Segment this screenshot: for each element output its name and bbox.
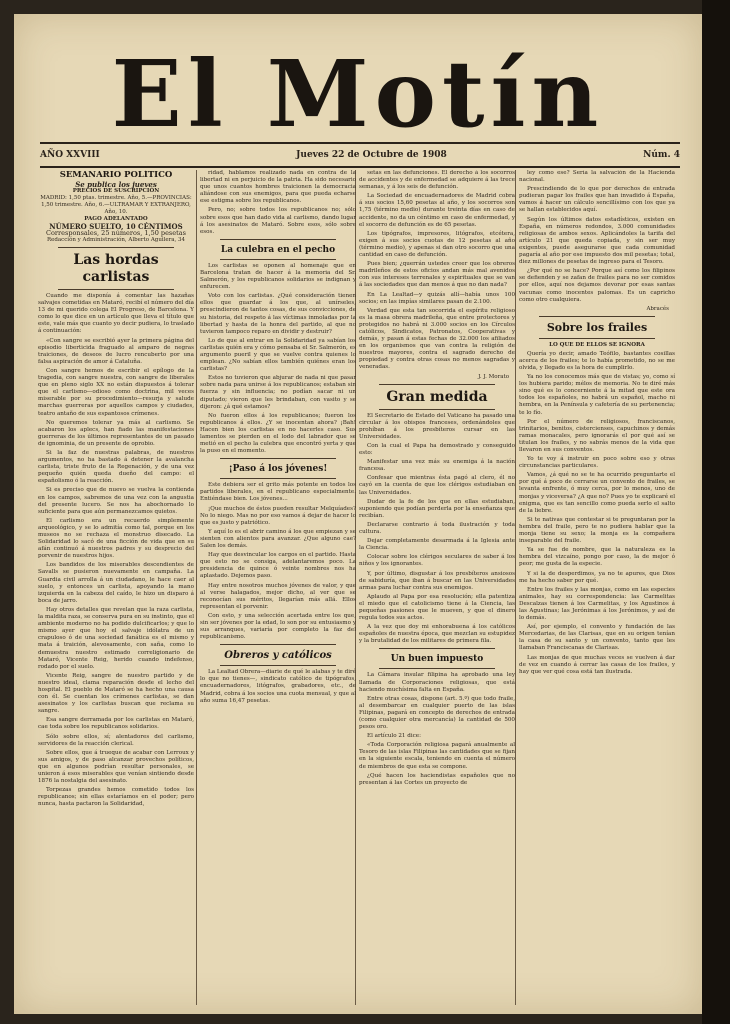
article-paragraph: La Cámara insular filipina ha aprobado una ley llamada de Corporaciones religiosas, que está haciendo muchísima falta en España. [359, 672, 515, 693]
dateline-number: Núm. 4 [643, 150, 680, 160]
article-paragraph: Si te nativas que contestar si te preguntaran por la hembra del fraile, pero te no pudiera hablar que la monja tiene su sexo; la monja es la compañera inseparable del fraile. [519, 516, 675, 545]
prices-text: MADRID: 1,50 ptas. trimestre. Año, 5.—PROVINCIAS: 1,50 trimestre. Año, 6.—ULTRAMAR Y EXTRANJERO, Año, 10. [40, 195, 192, 215]
article-paragraph: Con la cual el Papa ha demostrado y conseguido esto: [359, 443, 515, 457]
divider [379, 409, 495, 410]
article-title-gran-medida: Gran medida [386, 388, 488, 405]
article-paragraph: Según los últimos datos estadísticos, existen en España, en números redondos, 3.000 comunidades religiosas de ambos sexos. Aplicándoles la tarifa del artículo 21 que queda copiada, y sin ser muy exigentes, puede asegurarse que cada comunidad pagaría al año por ese impuesto dos mil pesetas; total, diez millones de pesetas de ingreso para el Tesoro. [519, 216, 675, 266]
divider [379, 648, 495, 649]
article-paragraph: La Sociedad de encuadernadores de Madrid cobra á sus socios 15,60 pesetas al año, y los socorros son 1,75 (término medio) durante treinta días en caso de accidente, no da un céntimo en caso de enfermedad, y el socorro de defunción es de 65 pesetas. [359, 193, 515, 228]
dateline-year: AÑO XXVIII [40, 150, 100, 160]
article-paragraph: Estos no tuvieron que abjurar de nada ni que pasar sobre nada para unirse á los republicanos; estaban sin fuerza y sin influencia; no podían sacar ni un diputado; vieron que les brindaban, con vasito y se dijeron: ¿á qué estamos? [200, 375, 356, 410]
article-paragraph: Por el número de religiosos, franciscanos, trinitarios, benitos, cistercienses, capuchinos y demás ramas monacales, pero ignorarás el por qué así se titulan los frailes, y no sabrás menos de la vida que llevaron en sus conventos. [519, 418, 675, 453]
article-paragraph: Los tipógrafos, impresores, litógrafos, etcétera, exigen á sus socios cuotas de 12 pesetas al año (término medio), y apenas si dan otro socorro que una cantidad en caso de defunción. [359, 230, 515, 259]
publication-schedule: Se publica los jueves [75, 180, 157, 189]
divider [539, 316, 655, 317]
divider [379, 668, 495, 669]
article-paragraph: Los bandidos de los miserables descendientes de Savalls se pusieron nuevamente en campaña. La Guardia civil arrolla á un ciudadano, le hace caer al suelo, y entonces un carlista, apoyando la mano izquierda en la cabeza del caído, le hizo un disparo á boca de jarro. [38, 562, 194, 604]
dateline-date: Jueves 22 de Octubre de 1908 [296, 150, 447, 160]
article-paragraph: Entre los frailes y las monjas, como en las especies animales, hay su correspondencia: las Carmelitas Descalzas tienen á los Carmelitas, y los Agustinos á las Agustinas; las Jerónimas á los Jerónimos, y así de lo demás. [519, 586, 675, 622]
article-paragraph: ¡Que muchos de éstos pueden resultar Melquíades? No lo niego. Mas no por eso vamos á dejar de hacer lo que es justo y patriótico. [200, 505, 356, 526]
article-paragraph: Manifestar una vez más su enemiga á la nación francesa. [359, 459, 515, 473]
article-paragraph: Declararse contrario á toda ilustración y toda cultura. [359, 521, 515, 536]
masthead-title: El Motín [111, 40, 605, 148]
article-paragraph: Y, por último, disgustar á los presbíteros ansiosos de sabiduría, que iban á buscar en las Universidades armas para luchar contra sus enemigos. [359, 570, 515, 591]
author-signature: Abracés [646, 305, 669, 312]
article-paragraph: ¿Qué hacen los haciendistas españoles que no presentan á las Cortes un proyecto de [359, 772, 515, 786]
bulk-price: Corresponsales, 25 números, 1,50 pesetas [46, 229, 186, 237]
article-paragraph: Hay otros detalles que revelan que la raza carlista, la maldita raza, se conserva pura en su instinto, que el ambiente moderno no ha podido dulcificarlos; y que lo mismo ayer que hoy el salvaje idólatra de un crapuloso ó de una sociedad fanática es el mismo y mata á traición, alevosamente, con saña, como lo demuestra nuestro estimado correligionario de Mataró, Vicente Reig, herido cuando indefenso, rodado por el suelo. [38, 606, 194, 670]
article-paragraph: Quería yo decir, amado Teófilo, bastantes cosillas acerca de los frailes; te lo había prometido, no se me olvida, y llegado es la hora de cumplirlo. [519, 350, 675, 371]
divider [220, 644, 336, 645]
column-3 [359, 170, 515, 1005]
article-paragraph: ridad, hablamos realizado nada en contra de la libertad ni en perjuicio de la patria. Ha sido necesario que unos cuantos hombres traicionen la democracia aliándose con sus enemigos, para que pueda echarse ese estigma sobre los republicanos. [200, 170, 356, 205]
article-title-culebra: La culebra en el pecho [220, 244, 336, 255]
column-4 [519, 170, 675, 1005]
subscription-box [38, 170, 194, 244]
article-paragraph: Vamos, ¿á qué no se te ha ocurrido preguntarte el por qué á poco de cerrarse un convento de frailes, se levanta enfrente, ó muy cerca, por lo menos, uno de monjas y viceversa? ¿A que no? Pues yo te explicaré el enigma, que es tan sencillo como pueda serlo el salto de la liebre. [519, 472, 675, 514]
divider [220, 239, 336, 240]
article-paragraph: Aplaudo al Papa por esa resolución; ella patentiza el miedo que el catolicismo tiene á la Ciencia, las pequeñas pasiones que le mueven, y que el dinero regula todos sus actos. [359, 593, 515, 622]
article-paragraph: «Con sangre se escribió ayer la primera página del episodio liberticida fraguado al amparo de negras traiciones, de deseos de lucro rencuberto por una falsa aspiración de amor á Cataluña. [38, 337, 194, 365]
article-paragraph: Yo te voy á instruir en poco sobre eso y otras circunstancias particulares. [519, 456, 675, 470]
publication-kind: SEMANARIO POLÍTICO [59, 170, 173, 180]
article-paragraph: ley como ese? Sería la salvación de la Hacienda nacional. [519, 170, 675, 184]
article-paragraph: Cuando me disponía á comentar las hazañas salvajes cometidas en Mataró, recibí el número del día 13 de mi querido colega El Progreso, de Barcelona. Y como lo que dice en un artículo que lleva el título que este, vale más que cuanto yo decir pudiera, lo traslado á continuación: [38, 293, 194, 335]
column-rule-3 [515, 170, 516, 1005]
divider [539, 338, 655, 339]
article-subtitle: LO QUE DE ELLOS SE IGNORA [549, 341, 645, 348]
article-paragraph: El carlismo era un recuerdo simplemente arqueológico, y se lo admitía como tal, porque en los museos no se rechaza el monstruo disecado. La Solidaridad lo sacó de una ficción de vida que en su afán continuó á nuestros padres y su desprecio del porvenir de nuestros hijos. [38, 517, 194, 560]
article-paragraph: Sólo sobre ellos, sí; alentadores del carlismo, servidores de la reacción clerical. [38, 733, 194, 747]
single-issue-price: NÚMERO SUELTO, 10 CÉNTIMOS [49, 222, 183, 231]
article-paragraph: Con esto, y una selección acertada entre los que, sin ser jóvenes por la edad, lo son por su entusiasmo y sus arranques, variaría por completo la faz del republicanismo. [200, 612, 356, 641]
newspaper-page [14, 14, 702, 1014]
article-paragraph: Torpezas grandes hemos cometido todos los republicanos; sin ellas estaríamos en el poder; pero nunca, hasta pactaron la Solidaridad, [38, 787, 194, 808]
article-paragraph: ¿Por qué no se hace? Porque así como los filipinos se defienden y se zafan de frailes para no ser comidos por ellos, aquí nos dejamos devorar por esas santas vacunas como inocentes palomas. Es un capricho como otro cualquiera. [519, 268, 675, 303]
divider [220, 259, 336, 260]
author-signature: J. J. Morato [478, 373, 509, 380]
article-paragraph: Pues bien; ¿querrán ustedes creer que los obreros madrileños de estos oficios andan más mal avenidos con sus intereses terrenales y espirituales que se van á las sociedades que dan menos á que no dan nada? [359, 261, 515, 289]
article-paragraph: Dudar de la fe de los que en ellas estudiaban, suponiendo que podían perderla por la enseñanza que recibían. [359, 498, 515, 519]
divider [220, 665, 336, 666]
divider [220, 458, 336, 459]
article-paragraph: Hay entre nosotros muchos jóvenes de valor, y que al verse halagados, mejor dicho, al ver que se reconocían sus méritos, llegarían más allá. Ellos representan el porvenir. [200, 582, 356, 610]
divider [220, 478, 336, 479]
article-paragraph: Lo de que al entrar en la Solidaridad ya sabían los carlistas quién era y cómo pensaba el Sr. Salmerón, es argumento pueril y que se vuelve contra quienes lo emplean. ¿No sabían ellos también quiénes eran los carlistas? [200, 337, 356, 373]
article-paragraph: Con sangre hemos de escribir el epílogo de la tragedia, con sangre nuestra, con sangre de liberales que en pleno siglo XX no están dispuestos á tolerar que el carlismo—odioso como doctrina, mil veces miserable por su procedimiento—resurja y salude marchas guerreras por aquellos campos y ciudades, teatro antaño de sus espantosos crímenes. [38, 367, 194, 417]
article-paragraph: Colocar sobre los clérigos seculares de saber á los niños y los ignorantes. [359, 554, 515, 568]
prices-title: PRECIOS DE SUSCRIPCIÓN [72, 188, 160, 194]
column-2 [200, 170, 356, 1005]
article-paragraph: Confesar que mientras ésta pagó al clero, él no cayó en la cuenta de que los clérigos estudiaban en las Universidades. [359, 475, 515, 496]
article-paragraph: Sobre ellos, que á trueque de acabar con Lerroux y sus amigos, y de paso alcanzar provechos políticos, que en algunos podrían resultar personales, se unieron á esos miserables que venían sintiendo desde 1876 la nostalgia del asesinato. [38, 749, 194, 785]
divider [58, 289, 174, 290]
article-paragraph: Voto con los carlistas. ¿Qué consideración tienen ellos que guardar á los que, al unírseles, prescindieron de tantos cosas, de sus convicciones, de su historia, del respeto á las víctimas inmoladas por la libertad y hasta de la honra del partido, al que no tuvieron tampoco reparo en dividir y destruir? [200, 293, 356, 335]
payment-note: PAGO ADELANTADO [84, 216, 148, 222]
article-paragraph: A la vez que doy mi enhorabuena á los católicos españoles de nuestra época, que mezclan su estupidez y la brutalidad de los militares de primera fila. [359, 624, 515, 645]
article-title-frailes: Sobre los frailes [546, 320, 648, 334]
article-paragraph: Verdad que esta tan socorrida el espíritu religioso es la masa obrera madrileña, que entre protectores y protegidos no habrá ni 3.000 socios en los Círculos católicos, Sindicatos, Patronatos, Cooperativas y demás, y pasan á estas fechas de 32.000 los afiliados en los organismos que van contra la religión de nuestros mayores, contra el sagrado derecho de propiedad y contra otras cosas no menos sagradas y veneradas. [359, 307, 515, 371]
article-paragraph: setas en las defunciones. El derecho á los socorros de accidentes y de enfermedad se adquiere á las trece semanas, y á los seis de defunción. [359, 170, 515, 191]
article-paragraph: Esa sangre derramada por los carlistas en Mataró, cae toda sobre los republicanos solidarios. [38, 717, 194, 731]
article-paragraph: Ya no los conocemos más que de vistas; yo, como sí los hubiera parido; mélos de memoria. No te diré más sino qué es lo concerniente á la mitad que este ora todos los españoles, no habrá un español, macho ni hembra, en la Península y cafetería de su pertenencia; te lo fío. [519, 374, 675, 416]
article-paragraph: No fueron ellos á los republicanos; fueron los republicanos á ellos. ¿Y se inocentan ahora? ¡Bah! Hacen bien los carlistas en no hacerles caso. Sus lamentos se pierden en el lodo del labrador que se metió en el pecho la culebra que encontró yerta y que la puso en el momento. [200, 412, 356, 455]
article-paragraph: Entre otras cosas, dispone (art. 5.º) que todo fraile, al desembarcar en cualquier puerto de las islas Filipinas, pagará en concepto de derechos de entrada (como cualquier otra mercancía) la cantidad de 500 pesos oro. [359, 695, 515, 731]
article-paragraph: Si la faz de nuestras palabras, de nuestros argumentos, no ha bastado á detener la avalancha carlista, triste fruto de la Regenación, y de una vez pequeño quién queda dueño del campo: el españolismo ó la reacción. [38, 449, 194, 485]
article-paragraph: La Lealtad Obrera—diarie de qué le alabas y te diré lo que no tienes—, sindicato católico de tipógrafos, encuadernadores, litógrafos, grabadores, etc., de Madrid, cobra á los socios una cuota mensual, y que al año suma 16,47 pesetas. [200, 669, 356, 704]
article-paragraph: Vicente Reig, sangre de nuestro partido y de nuestro ideal, clama reparación desde el lecho del hospital. El pueblo de Mataró se ha hecho una causa con él. Se cuentan los crímenes carlistas, se dan asesinatos y los carlistas buscan que reclama su sangre. [38, 672, 194, 715]
article-paragraph: Pero, no; sobre todos los republicanos no; sólo sobre esos que han dado vida al carlismo, dando lugar á los asesinatos de Mataró. Sobre esos, sólo sobre esos. [200, 207, 356, 235]
article-paragraph: En La Lealtad—y quizás allí—había unos 100 socios; en las impías similares pasan de 2.100. [359, 291, 515, 305]
article-paragraph: Así, por ejemplo, el convento y fundación de las Mercedarias, de las Clarisas, que en su origen tenían la casa de su santo y un convento, tanto que les llamaban Franciscanas de Clarisas. [519, 624, 675, 652]
column-1 [38, 170, 194, 1005]
article-paragraph: El artículo 21 dice: [367, 733, 421, 740]
address: Redacción y Administración, Alberto Aguilera, 34 [46, 237, 186, 243]
article-paragraph: Dejar completamente desarmada á la Iglesia ante la Ciencia. [359, 538, 515, 552]
page-edge-shadow [702, 0, 730, 1024]
article-title-paso: ¡Paso á los jóvenes! [228, 464, 328, 475]
article-paragraph: Si es preciso que de nuevo se vuelva la contienda en los campos, sabremos de una vez con la angustia del presente lucero. Se nos ha abochornado lo suficiente para que aún permanezcamos quietos. [38, 487, 194, 515]
divider [379, 384, 495, 385]
article-paragraph: Hay que desvincular los cargos en el partido. Hasta que esto no se consiga, adelantaremos poco. La presidencia de quince ó veinte nombres nos ha aplastado. Dejemos paso. [200, 552, 356, 580]
article-paragraph: El Secretario de Estado del Vaticano ha pasado una circular á los obispos franceses, ordenándoles que prohíban á los presbíteros cursar en las Universidades. [359, 412, 515, 440]
article-paragraph: Y aquí lo es el abrir camino á los que empiezan y se sienten con alientos para avanzar. ¿Que alguno cae? Salen los demás. [200, 528, 356, 550]
article-title-hordas: Las hordas carlistas [73, 252, 159, 285]
article-paragraph: Los carlistas se oponen al homenaje que en Barcelona tratan de hacer á la memoria del Sr. Salmerón, y los republicanos solidarios se indignan y enfurecen. [200, 262, 356, 291]
divider [58, 247, 174, 248]
column-rule-1 [196, 170, 197, 1005]
article-paragraph: Ya se fue de nombre, que la naturaleza es la hembra del vizcaíno, pongo por caso, la de mejor ó peor; me gusta de la especie. [519, 547, 675, 568]
article-paragraph: Y si la de desperdimos, ya no te apures, que Dios me ha hecho saber por qué. [519, 570, 675, 584]
article-paragraph: Prescindiendo de lo que por derechos de entrada pudieran pagar los frailes que han invadido á España, vamos á hacer un cálculo sencillísimo con los que ya se hallan establecidos aquí. [519, 186, 675, 214]
dateline-bar [40, 142, 680, 168]
article-paragraph: Las monjas de que muchas veces se vuelven á dar de vez en cuando á cerrar las casas de los frailes, y hay que ver qué cosa está tan ilustrada. [519, 654, 675, 675]
article-paragraph: No queremos tolerar ya más al carlismo. Se acabaron los aplecs, han fiado las manifestaciones guerreras de los últimos representantes de un pasado de ignominia, de un presente de oprobio. [38, 419, 194, 447]
article-title-obreros: Obreros y católicos [224, 650, 332, 662]
article-paragraph: Este debiera ser el grito más potente en todos los partidos liberales, en el republicano especialmente. Entiéndase bien. Los jóvenes... [200, 482, 356, 503]
article-title-impuesto: Un buen impuesto [390, 654, 484, 665]
article-paragraph: «Toda Corporación religiosa pagará anualmente al Tesoro de las islas Filipinas las cantidades que se fijan en la siguiente escala, teniendo en cuenta el número de miembros de que esta se compone. [359, 742, 515, 770]
